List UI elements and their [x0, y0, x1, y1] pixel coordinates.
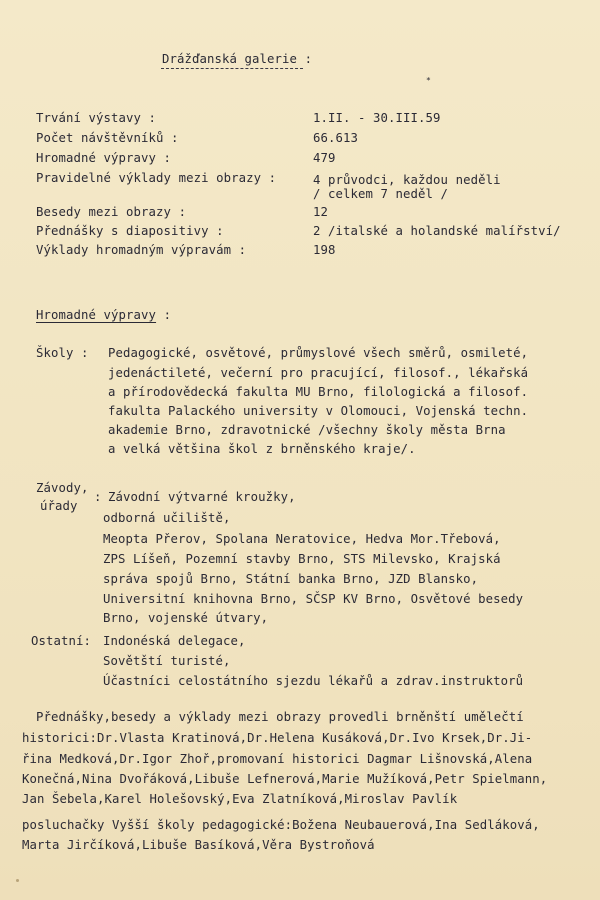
stat-value-duration: 1.II. - 30.III.59	[313, 111, 441, 125]
stat-value-slide-lectures: 2 /italské a holandské malířství/	[313, 224, 561, 238]
schools-label: Školy :	[36, 346, 89, 360]
paper-mark	[16, 879, 19, 882]
factories-colon: :	[94, 490, 102, 504]
schools-line: a velká většina škol z brněnského kraje/.	[108, 442, 416, 456]
stat-value-group-talks: 198	[313, 243, 336, 257]
factories-line: Universitní knihovna Brno, SČSP KV Brno, Osvětové besedy	[103, 592, 524, 606]
closing-line: řina Medková,Dr.Igor Zhoř,promovaní historici Dagmar Lišnovská,Alena	[22, 752, 533, 766]
closing-line: Jan Šebela,Karel Holešovský,Eva Zlatníková,Miroslav Pavlík	[22, 792, 458, 806]
schools-line: Pedagogické, osvětové, průmyslové všech směrů, osmileté,	[108, 346, 529, 360]
schools-line: a přírodovědecká fakulta MU Brno, filologická a filosof.	[108, 385, 529, 399]
factories-line: ZPS Líšeň, Pozemní stavby Brno, STS Milevsko, Krajská	[103, 552, 501, 566]
others-line: Účastníci celostátního sjezdu lékařů a zdrav.instruktorů	[103, 674, 524, 688]
others-label: Ostatní:	[31, 634, 92, 648]
factories-label: Závody,	[36, 481, 89, 495]
title-underline	[161, 68, 303, 69]
stat-label-duration: Trvání výstavy :	[36, 111, 157, 125]
section-heading	[36, 308, 171, 323]
stat-label-discussions: Besedy mezi obrazy :	[36, 205, 187, 219]
stat-value-visitors: 66.613	[313, 131, 359, 145]
offices-label: úřady	[40, 499, 78, 513]
stat-label-visitors: Počet návštěvníků :	[36, 131, 179, 145]
stat-label-slide-lectures: Přednášky s diapositivy :	[36, 224, 224, 238]
schools-line: jedenáctileté, večerní pro pracující, filosof., lékařská	[108, 366, 529, 380]
section-heading-text: Hromadné výpravy	[36, 308, 157, 322]
stat-value-regular-talks-note: / celkem 7 neděl /	[313, 187, 449, 201]
factories-line: Brno, vojenské útvary,	[103, 611, 269, 625]
page-title: Drážďanská galerie :	[162, 52, 313, 66]
stat-label-group-visits: Hromadné výpravy :	[36, 151, 172, 165]
others-line: Indonéská delegace,	[103, 634, 246, 648]
closing-line: Marta Jirčíková,Libuše Basíková,Věra Bystroňová	[22, 838, 375, 852]
stat-label-regular-talks: Pravidelné výklady mezi obrazy :	[36, 171, 277, 185]
stat-value-regular-talks: 4 průvodci, každou neděli	[313, 173, 501, 187]
closing-line: historici:Dr.Vlasta Kratinová,Dr.Helena Kusáková,Dr.Ivo Krsek,Dr.Ji-	[22, 731, 533, 745]
ink-speck: *	[426, 76, 431, 85]
schools-line: akademie Brno, zdravotnické /všechny školy města Brna	[108, 423, 506, 437]
stat-label-group-talks: Výklady hromadným výpravám :	[36, 243, 247, 257]
factories-line: správa spojů Brno, Státní banka Brno, JZD Blansko,	[103, 572, 479, 586]
others-line: Sovětští turisté,	[103, 654, 231, 668]
schools-line: fakulta Palackého university v Olomouci, Vojenská techn.	[108, 404, 529, 418]
factories-line: Meopta Přerov, Spolana Neratovice, Hedva Mor.Třebová,	[103, 532, 501, 546]
closing-line: Přednášky,besedy a výklady mezi obrazy provedli brněnští umělečtí	[36, 710, 524, 724]
closing-line: Konečná,Nina Dvořáková,Libuše Lefnerová,Marie Mužíková,Petr Spielmann,	[22, 772, 548, 786]
section-heading-colon: :	[156, 308, 172, 322]
factories-line: odborná učiliště,	[103, 511, 231, 525]
closing-line: posluchačky Vyšší školy pedagogické:Božena Neubauerová,Ina Sedláková,	[22, 818, 540, 832]
stat-value-group-visits: 479	[313, 151, 336, 165]
factories-line: Závodní výtvarné kroužky,	[108, 490, 296, 504]
stat-value-discussions: 12	[313, 205, 329, 219]
